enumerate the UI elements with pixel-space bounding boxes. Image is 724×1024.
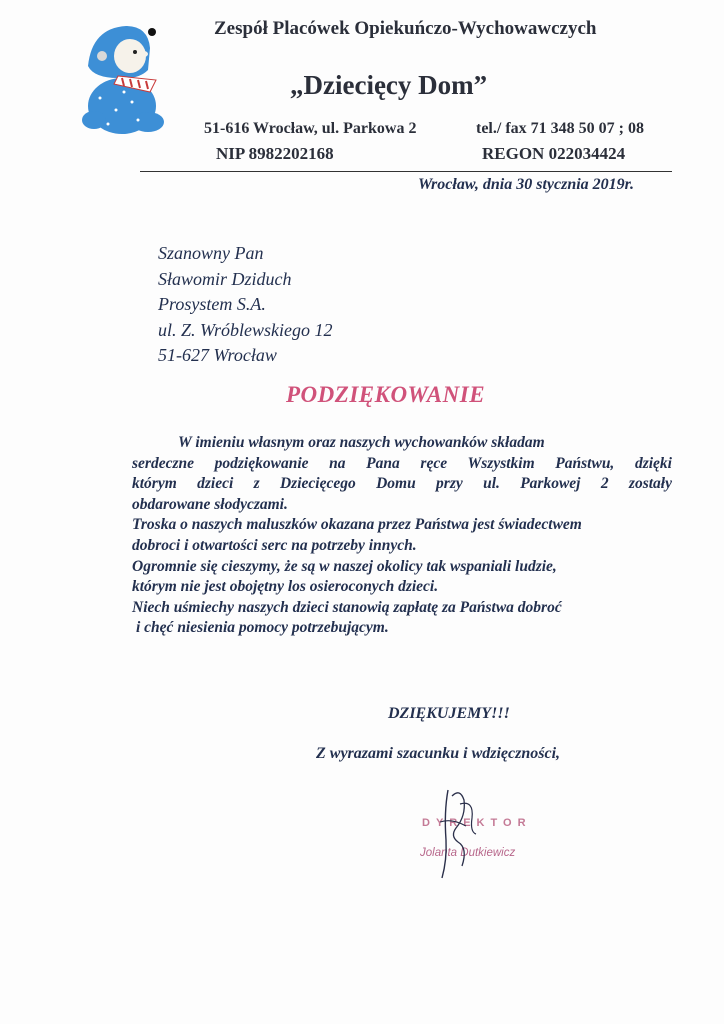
recipient-street: ul. Z. Wróblewskiego 12 (158, 319, 333, 340)
recipient-name: Sławomir Dziduch (158, 268, 292, 289)
organization-name: „Dziecięcy Dom” (290, 70, 488, 100)
address-line (204, 120, 664, 138)
body-line: i chęć niesienia pomocy potrzebującym. (136, 619, 389, 637)
recipient-company: Prosystem S.A. (158, 294, 266, 314)
organization-group-name: Zespół Placówek Opiekuńczo-Wychowawczych (214, 18, 597, 39)
closing-regards: Z wyrazami szacunku i wdzięczności, (316, 745, 561, 762)
header-divider (140, 171, 672, 172)
body-line: którym nie jest obojętny los osieroconych dzieci. (132, 578, 439, 596)
registration-ids (216, 144, 666, 164)
thanks-line: DZIĘKUJEMY!!! (388, 705, 510, 722)
letter-title: PODZIĘKOWANIE (286, 382, 486, 407)
body-line: Ogromnie się cieszymy, że są w naszej okolicy tak wspaniali ludzie, (132, 557, 557, 575)
body-line: Troska o naszych maluszków okazana przez Państwa jest świadectwem (132, 516, 582, 534)
child-logo-icon (78, 18, 168, 138)
body-line: W imieniu własnym oraz naszych wychowanków składam (178, 434, 545, 451)
letter-body (132, 433, 672, 639)
regon-number: REGON 022034424 (482, 144, 626, 163)
body-line: którym dzieci z Dziecięcego Domu przy ul. Parkowej 2 zostały (132, 475, 672, 493)
stamp-title: DYREKTOR (422, 817, 532, 829)
nip-number: NIP 8982202168 (216, 144, 334, 163)
stamp-name: Jolanta Dutkiewicz (420, 847, 516, 859)
postal-address: 51-616 Wrocław, ul. Parkowa 2 (204, 120, 417, 137)
recipient-city: 51-627 Wrocław (158, 345, 277, 365)
recipient-salutation: Szanowny Pan (158, 243, 264, 263)
letter-date: Wrocław, dnia 30 stycznia 2019r. (418, 176, 635, 193)
body-line: serdeczne podziękowanie na Pana ręce Wszystkim Państwu, dzięki (132, 454, 672, 472)
body-line: Niech uśmiechy naszych dzieci stanowią zapłatę za Państwa dobroć (132, 598, 562, 616)
body-line: dobroci i otwartości serc na potrzeby innych. (132, 536, 417, 554)
signature-icon (416, 782, 516, 882)
body-line: obdarowane słodyczami. (132, 495, 288, 513)
phone-fax: tel./ fax 71 348 50 07 ; 08 (476, 120, 644, 137)
recipient-block (158, 241, 333, 369)
